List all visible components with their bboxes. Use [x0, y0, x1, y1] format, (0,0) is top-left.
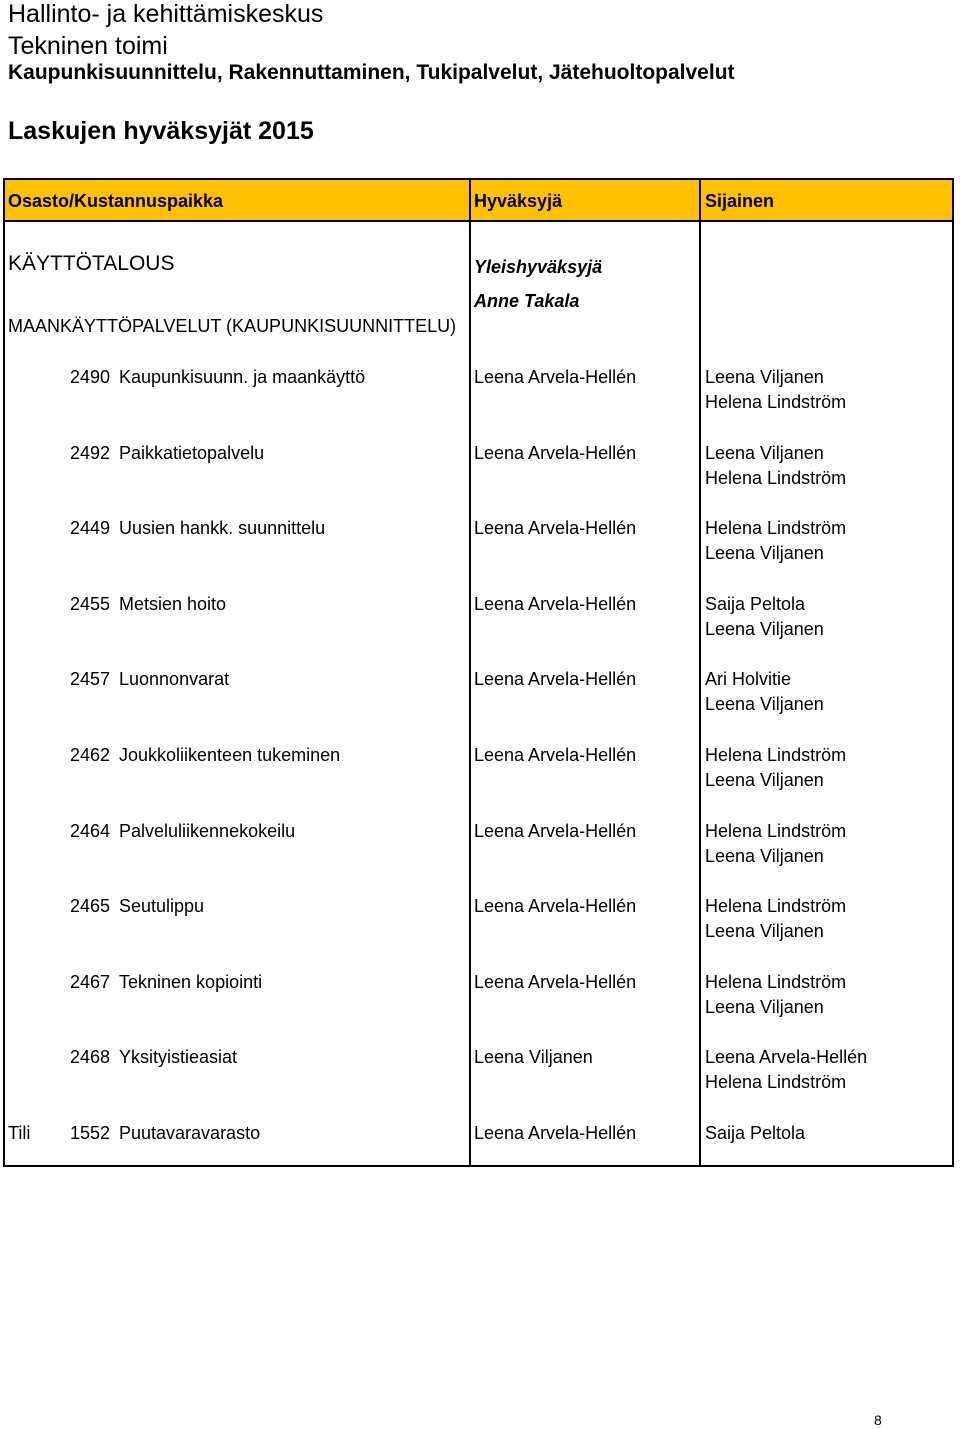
substitute-name: Leena Viljanen	[705, 543, 824, 564]
cost-center-code: 2465	[70, 896, 111, 917]
substitute-name: Helena Lindström	[705, 518, 847, 539]
approver-name: Leena Arvela-Hellén	[474, 442, 637, 463]
approver-name: Leena Arvela-Hellén	[474, 820, 637, 841]
substitute-name: Leena Viljanen	[705, 996, 824, 1017]
substitute-name: Leena Viljanen	[705, 442, 824, 463]
approver-name: Leena Arvela-Hellén	[474, 518, 637, 539]
substitute-name: Helena Lindström	[705, 467, 847, 488]
column-divider	[469, 180, 471, 1165]
cost-center-code: 1552	[70, 1123, 111, 1143]
substitute-name: Saija Peltola	[705, 1123, 806, 1143]
cost-center-code: 2467	[70, 971, 111, 992]
substitute-name: Leena Viljanen	[705, 770, 824, 790]
substitute-name: Leena Viljanen	[705, 618, 824, 639]
column-header-approver: Hyväksyjä	[474, 191, 563, 211]
substitute-name: Saija Peltola	[705, 593, 806, 614]
page-number: 8	[874, 1412, 882, 1428]
substitute-name: Helena Lindström	[705, 896, 847, 917]
page-title: Laskujen hyväksyjät 2015	[8, 117, 314, 145]
cost-center-code: 2464	[70, 820, 111, 841]
approver-name: Leena Arvela-Hellén	[474, 971, 637, 992]
cost-center-name: Paikkatietopalvelu	[119, 442, 265, 463]
subsection-heading: MAANKÄYTTÖPALVELUT (KAUPUNKISUUNNITTELU)	[8, 316, 457, 336]
column-header-substitute: Sijainen	[705, 191, 775, 211]
unit-list: Kaupunkisuunnittelu, Rakennuttaminen, Tukipalvelut, Jätehuoltopalvelut	[8, 61, 735, 84]
approver-name: Leena Arvela-Hellén	[474, 593, 637, 614]
cost-center-code: 2468	[70, 1047, 111, 1068]
general-approver-name: Anne Takala	[474, 291, 580, 311]
substitute-name: Helena Lindström	[705, 1072, 847, 1093]
cost-center-code: 2492	[70, 442, 111, 463]
substitute-name: Ari Holvitie	[705, 669, 792, 690]
approver-name: Leena Arvela-Hellén	[474, 1123, 637, 1143]
substitute-name: Leena Viljanen	[705, 921, 824, 942]
approvers-table	[3, 178, 954, 1167]
substitute-name: Helena Lindström	[705, 971, 847, 992]
column-header-cost-center: Osasto/Kustannuspaikka	[8, 191, 224, 211]
approver-name: Leena Arvela-Hellén	[474, 745, 637, 765]
cost-center-name: Joukkoliikenteen tukeminen	[119, 745, 341, 765]
cost-center-code: 2462	[70, 745, 111, 765]
approver-name: Leena Arvela-Hellén	[474, 367, 637, 387]
substitute-name: Leena Viljanen	[705, 367, 824, 387]
cost-center-name: Palveluliikennekokeilu	[119, 820, 296, 841]
approver-name: Leena Arvela-Hellén	[474, 669, 637, 690]
cost-center-name: Uusien hankk. suunnittelu	[119, 518, 326, 539]
cost-center-name: Yksityistieasiat	[119, 1047, 238, 1068]
substitute-name: Helena Lindström	[705, 745, 847, 765]
cost-center-name: Metsien hoito	[119, 593, 227, 614]
org-name: Hallinto- ja kehittämiskeskus	[8, 0, 324, 28]
column-divider	[699, 180, 701, 1165]
section-heading: KÄYTTÖTALOUS	[8, 252, 175, 275]
cost-center-name: Tekninen kopiointi	[119, 971, 263, 992]
cost-center-name: Luonnonvarat	[119, 669, 230, 690]
general-approver-label: Yleishyväksyjä	[474, 257, 603, 277]
department-name: Tekninen toimi	[8, 32, 168, 60]
substitute-name: Leena Viljanen	[705, 845, 824, 866]
approver-name: Leena Arvela-Hellén	[474, 896, 637, 917]
cost-center-code: 2449	[70, 518, 111, 539]
approver-name: Leena Viljanen	[474, 1047, 593, 1068]
cost-center-name: Seutulippu	[119, 896, 205, 917]
substitute-name: Helena Lindström	[705, 392, 847, 412]
row-prefix: Tili	[8, 1123, 31, 1143]
cost-center-name: Kaupunkisuunn. ja maankäyttö	[119, 367, 366, 387]
cost-center-code: 2490	[70, 367, 111, 387]
substitute-name: Leena Arvela-Hellén	[705, 1047, 868, 1068]
substitute-name: Helena Lindström	[705, 820, 847, 841]
cost-center-code: 2457	[70, 669, 111, 690]
substitute-name: Leena Viljanen	[705, 694, 824, 715]
cost-center-name: Puutavaravarasto	[119, 1123, 261, 1143]
cost-center-code: 2455	[70, 593, 111, 614]
